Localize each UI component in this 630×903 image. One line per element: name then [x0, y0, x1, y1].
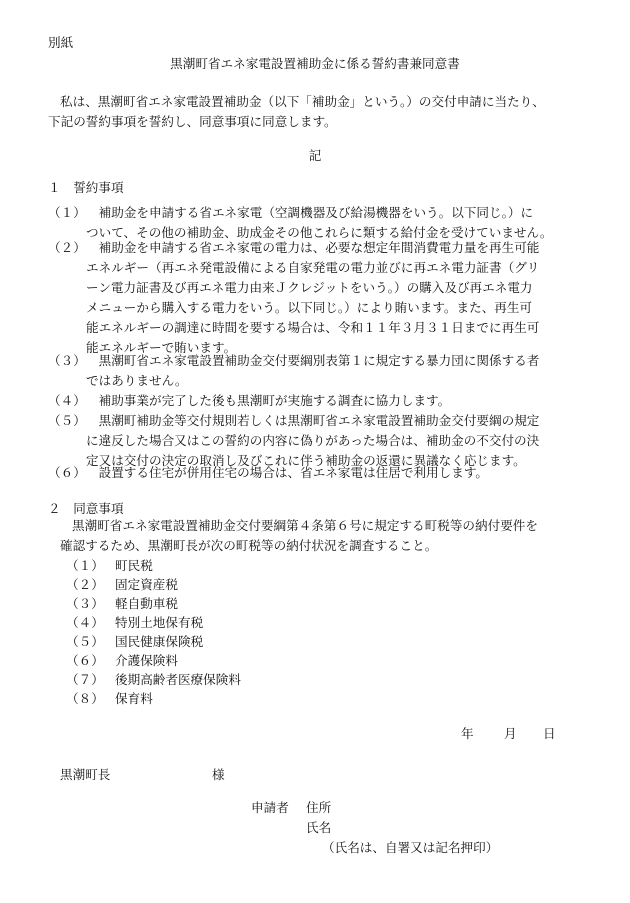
item-line: エネルギー（再エネ発電設備による自家発電の電力並びに再エネ電力証書（グリ	[86, 260, 540, 275]
applicant-label: 申請者	[251, 800, 289, 815]
item-number: （７）	[66, 672, 104, 687]
item-label: 固定資産税	[115, 577, 178, 592]
item-line: 能エネルギーで賄います。	[86, 340, 237, 355]
item-number: （２）	[48, 240, 86, 255]
item-line: 設置する住宅が併用住宅の場合は、省エネ家電は住居で利用します。	[86, 465, 488, 480]
item-line: 補助金を申請する省エネ家電（空調機器及び給湯機器をいう。以下同じ。）に	[86, 205, 534, 220]
address-label: 住所	[306, 800, 332, 815]
ki-heading: 記	[308, 148, 322, 163]
item-number: （３）	[66, 596, 104, 611]
item-line: 補助金を申請する省エネ家電の電力は、必要な想定年間消費電力量を再生可能	[86, 240, 540, 255]
item-line: 補助事業が完了した後も黒潮町が実施する調査に協力します。	[86, 393, 451, 408]
section2-para-line-2: 確認するため、黒潮町長が次の町税等の納付状況を調査すること。	[60, 538, 438, 553]
item-number: （５）	[66, 634, 104, 649]
item-line: ではありません。	[86, 373, 188, 388]
item-label: 保育料	[115, 691, 153, 706]
name-label: 氏名	[306, 820, 332, 835]
item-line: ついて、その他の補助金、助成金その他これらに類する給付金を受けていません。	[86, 225, 553, 240]
intro-line-1: 私は、黒潮町省エネ家電設置補助金（以下「補助金」という。）の交付申請に当たり、	[60, 94, 545, 109]
date-day-label: 日	[543, 726, 556, 741]
item-label: 特別土地保有税	[115, 615, 204, 630]
item-line: 黒潮町補助金等交付規則若しくは黒潮町省エネ家電設置補助金交付要綱の規定	[86, 413, 540, 428]
item-number: （８）	[66, 691, 104, 706]
attachment-label: 別紙	[48, 35, 74, 50]
document-title: 黒潮町省エネ家電設置補助金に係る誓約書兼同意書	[170, 56, 460, 71]
item-number: （６）	[66, 653, 104, 668]
item-number: （１）	[48, 205, 86, 220]
item-number: （４）	[66, 615, 104, 630]
item-number: （１）	[66, 558, 104, 573]
section1-heading: １ 誓約事項	[48, 180, 124, 195]
date-year-label: 年	[461, 726, 474, 741]
item-number: （４）	[48, 393, 86, 408]
item-number: （２）	[66, 577, 104, 592]
addressee: 黒潮町長	[60, 767, 111, 782]
item-number: （３）	[48, 353, 86, 368]
item-line: 定又は交付の決定の取消し及びこれに伴う補助金の返還に異議なく応じます。	[86, 453, 526, 468]
signature-note: （氏名は、自署又は記名押印）	[322, 840, 499, 855]
item-label: 町民税	[115, 558, 153, 573]
section2-heading: ２ 同意事項	[48, 501, 124, 516]
addressee-honorific: 様	[212, 767, 225, 782]
item-number: （５）	[48, 413, 86, 428]
item-line: メニューから購入する電力をいう。以下同じ。）により賄います。また、再生可	[86, 300, 533, 315]
intro-line-2: 下記の誓約事項を誓約し、同意事項に同意します。	[48, 114, 337, 129]
date-month-label: 月	[504, 726, 517, 741]
item-line: 能エネルギーの調達に時間を要する場合は、令和１１年３月３１日までに再生可	[86, 320, 540, 335]
section2-para-line-1: 黒潮町省エネ家電設置補助金交付要綱第４条第６号に規定する町税等の納付要件を	[72, 518, 538, 533]
item-line: に違反した場合又はこの誓約の内容に偽りがあった場合は、補助金の不交付の決	[86, 433, 540, 448]
item-label: 後期高齢者医療保険料	[115, 672, 241, 687]
item-line: 黒潮町省エネ家電設置補助金交付要綱別表第１に規定する暴力団に関係する者	[86, 353, 540, 368]
item-number: （６）	[48, 465, 86, 480]
item-line: ーン電力証書及び再エネ電力由来Ｊクレジットをいう。）の購入及び再エネ電力	[86, 280, 533, 295]
item-label: 介護保険料	[115, 653, 178, 668]
item-label: 国民健康保険税	[115, 634, 204, 649]
item-label: 軽自動車税	[115, 596, 178, 611]
